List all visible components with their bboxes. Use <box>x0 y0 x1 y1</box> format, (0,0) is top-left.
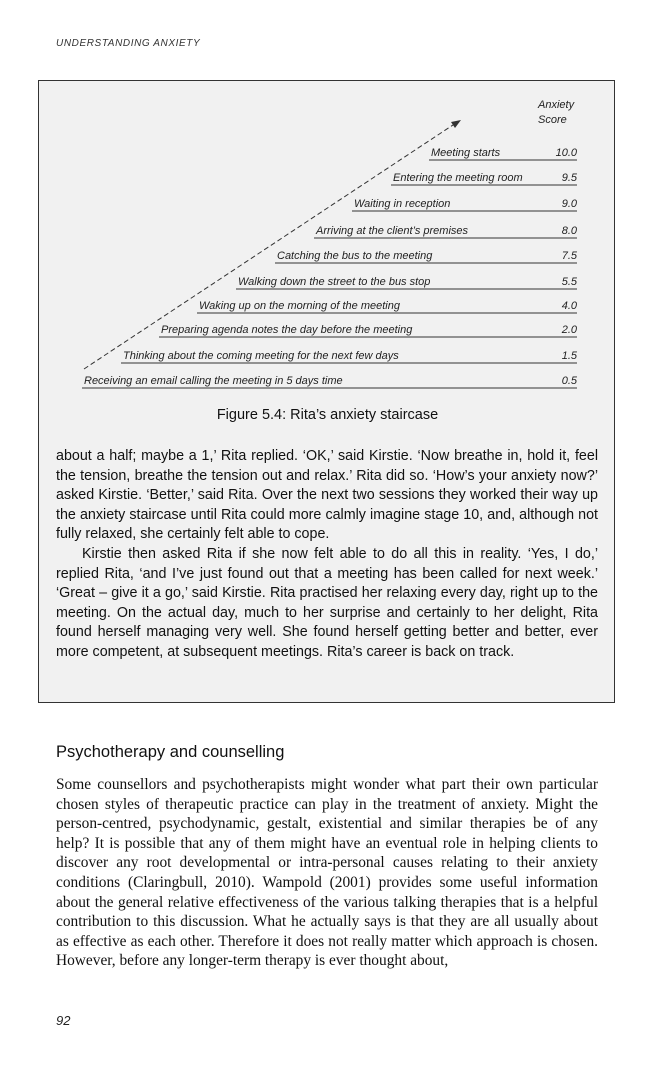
page-number: 92 <box>56 1013 71 1028</box>
staircase-arrow-head <box>451 120 461 128</box>
step-label: Entering the meeting room <box>393 172 523 184</box>
step-label: Thinking about the coming meeting for the next few days <box>123 350 399 362</box>
step-score: 9.5 <box>561 172 577 184</box>
running-head: UNDERSTANDING ANXIETY <box>56 38 201 49</box>
step-score: 10.0 <box>555 147 577 159</box>
case-study-paragraph: about a half; maybe a 1,’ Rita replied. ‘OK,’ said Kirstie. ‘Now breathe in, hold it, feel the tension, breathe the tension out and relax.’ Rita did so. ‘How’s your anxiety now?’ asked Kirstie. ‘Better,’ said Rita. Over the next two sessions they worked their way up the anxiety staircase until Rita could more calmly imagine stage 10, and, although not fully relaxed, she certainly felt able to cope. <box>56 448 598 543</box>
step-score: 0.5 <box>561 375 577 387</box>
step-score: 4.0 <box>561 300 577 312</box>
figure-caption: Figure 5.4: Rita’s anxiety staircase <box>216 407 439 423</box>
step-label: Waking up on the morning of the meeting <box>199 300 400 312</box>
step-label: Meeting starts <box>431 147 501 159</box>
step-score: 9.0 <box>561 198 577 210</box>
body-text <box>56 775 598 971</box>
step-label: Waiting in reception <box>354 198 451 210</box>
score-header-line2: Score <box>538 114 567 126</box>
step-score: 8.0 <box>561 225 577 237</box>
step-label: Walking down the street to the bus stop <box>238 276 431 288</box>
case-study-paragraph: Kirstie then asked Rita if she now felt able to do all this in reality. ‘Yes, I do,’ replied Rita, ‘and I’ve just found out that a meeting has been called for next week.’ ‘Great – give it a go,’ said Kirstie. Rita practised her relaxing every day, right up to the meeting. On the actual day, much to her surprise and certainly to her delight, Rita found herself managing very well. She found herself getting better and better, ever more competent, at subsequent meetings. Rita’s career is back on track. <box>56 545 598 660</box>
step-score: 1.5 <box>561 350 577 362</box>
step-score: 7.5 <box>561 250 577 262</box>
step-label: Preparing agenda notes the day before the meeting <box>161 324 413 336</box>
score-header-line1: Anxiety <box>538 99 575 111</box>
step-score: 2.0 <box>561 324 577 336</box>
case-study-text <box>56 447 598 663</box>
step-label: Receiving an email calling the meeting in 5 days time <box>84 375 343 387</box>
step-label: Arriving at the client’s premises <box>316 225 469 237</box>
case-study-box <box>38 80 615 703</box>
anxiety-staircase-figure <box>39 81 616 411</box>
step-label: Catching the bus to the meeting <box>277 250 433 262</box>
step-score: 5.5 <box>561 276 577 288</box>
staircase-steps <box>82 147 578 388</box>
section-heading: Psychotherapy and counselling <box>56 743 285 761</box>
body-paragraph: Some counsellors and psychotherapists might wonder what part their own particular chosen styles of therapeutic practice can play in the treatment of anxiety. Might the person-centred, psychodynamic, gestalt, existential and similar therapies be of any help? It is possible that any of them might have an eventual role in helping clients to discover any root developmental or intra-personal causes relating to their anxiety conditions (Claringbull, 2010). Wampold (2001) provides some useful information about the general relative effectiveness of the various talking therapies that is a helpful contribution to this discussion. What he actually says is that they are all usually about as effective as each other. Therefore it does not really matter which approach is chosen. However, before any longer-term therapy is ever thought about, <box>56 776 598 970</box>
